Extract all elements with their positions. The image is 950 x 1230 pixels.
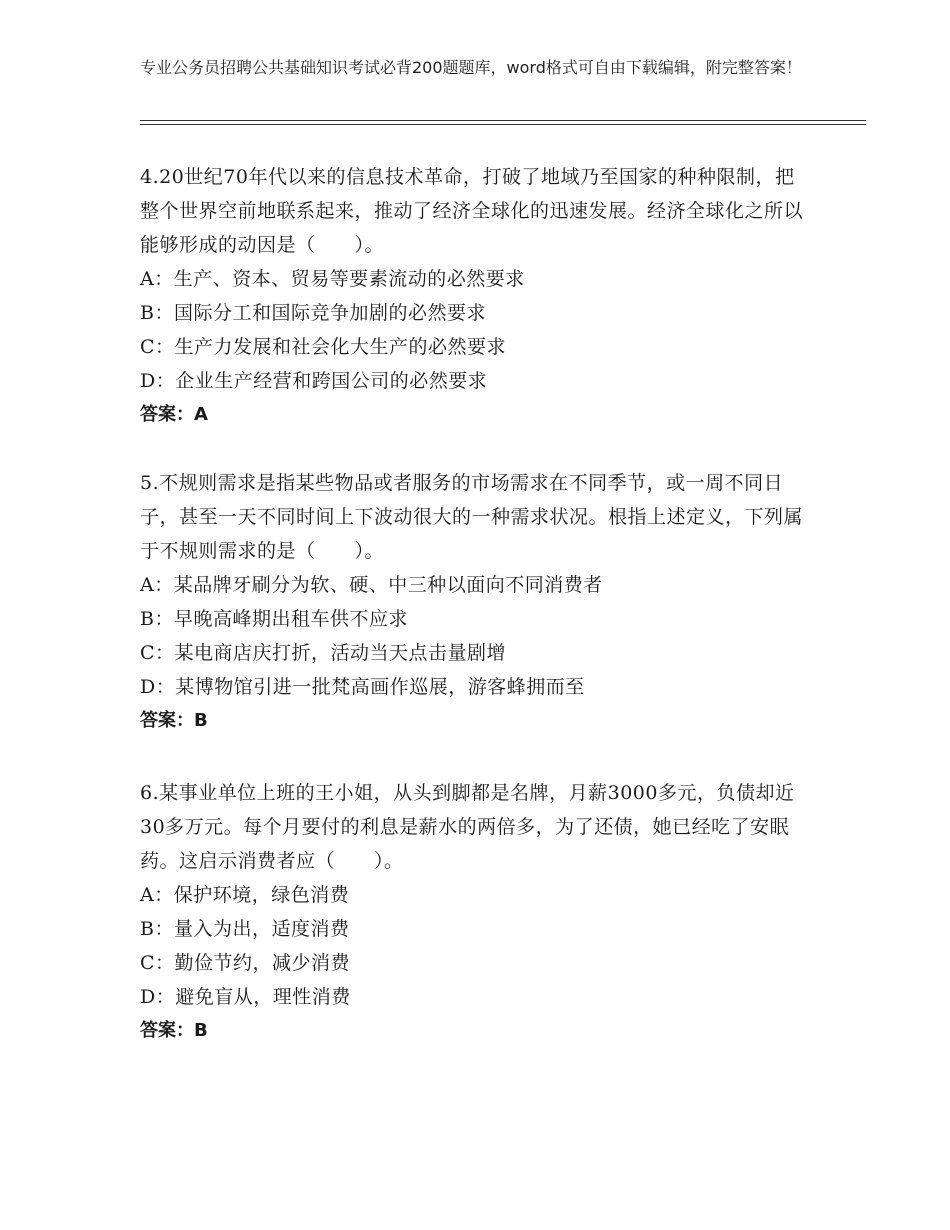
answer-label: 答案：B bbox=[140, 1020, 208, 1041]
option-c: C：生产力发展和社会化大生产的必然要求 bbox=[140, 336, 507, 358]
question-stem: 6.某事业单位上班的王小姐，从头到脚都是名牌，月薪3000多元，负债却近30多万元。每个月要付的利息是薪水的两倍多，为了还债，她已经吃了安眠药。这启示消费者应（ ）。 bbox=[140, 782, 795, 872]
option-b: B：国际分工和国际竞争加剧的必然要求 bbox=[140, 302, 486, 324]
option-d: D：某博物馆引进一批梵高画作巡展，游客蜂拥而至 bbox=[140, 676, 585, 698]
document-header: 专业公务员招聘公共基础知识考试必背200题题库，word格式可自由下载编辑，附完整答案！ bbox=[140, 58, 802, 77]
option-c: C：勤俭节约，减少消费 bbox=[140, 952, 351, 974]
answer-label: 答案：B bbox=[140, 710, 208, 731]
answer-label: 答案：A bbox=[140, 404, 208, 425]
header-divider-secondary bbox=[140, 124, 866, 125]
option-b: B：量入为出，适度消费 bbox=[140, 918, 350, 940]
question-block bbox=[140, 776, 810, 1048]
option-d: D：企业生产经营和跨国公司的必然要求 bbox=[140, 370, 488, 392]
option-a: A：某品牌牙刷分为软、硬、中三种以面向不同消费者 bbox=[140, 574, 603, 596]
option-b: B：早晚高峰期出租车供不应求 bbox=[140, 608, 408, 630]
question-block bbox=[140, 466, 810, 738]
question-block bbox=[140, 160, 810, 432]
header-divider bbox=[140, 120, 866, 121]
question-stem: 4.20世纪70年代以来的信息技术革命，打破了地域乃至国家的种种限制，把整个世界空前地联系起来，推动了经济全球化的迅速发展。经济全球化之所以能够形成的动因是（ ）。 bbox=[140, 166, 804, 256]
question-stem: 5.不规则需求是指某些物品或者服务的市场需求在不同季节，或一周不同日子，甚至一天不同时间上下波动很大的一种需求状况。根指上述定义，下列属于不规则需求的是（ ）。 bbox=[140, 472, 804, 562]
option-d: D：避免盲从，理性消费 bbox=[140, 986, 351, 1008]
option-c: C：某电商店庆打折，活动当天点击量剧增 bbox=[140, 642, 507, 664]
option-a: A：生产、资本、贸易等要素流动的必然要求 bbox=[140, 268, 525, 290]
option-a: A：保护环境，绿色消费 bbox=[140, 884, 350, 906]
